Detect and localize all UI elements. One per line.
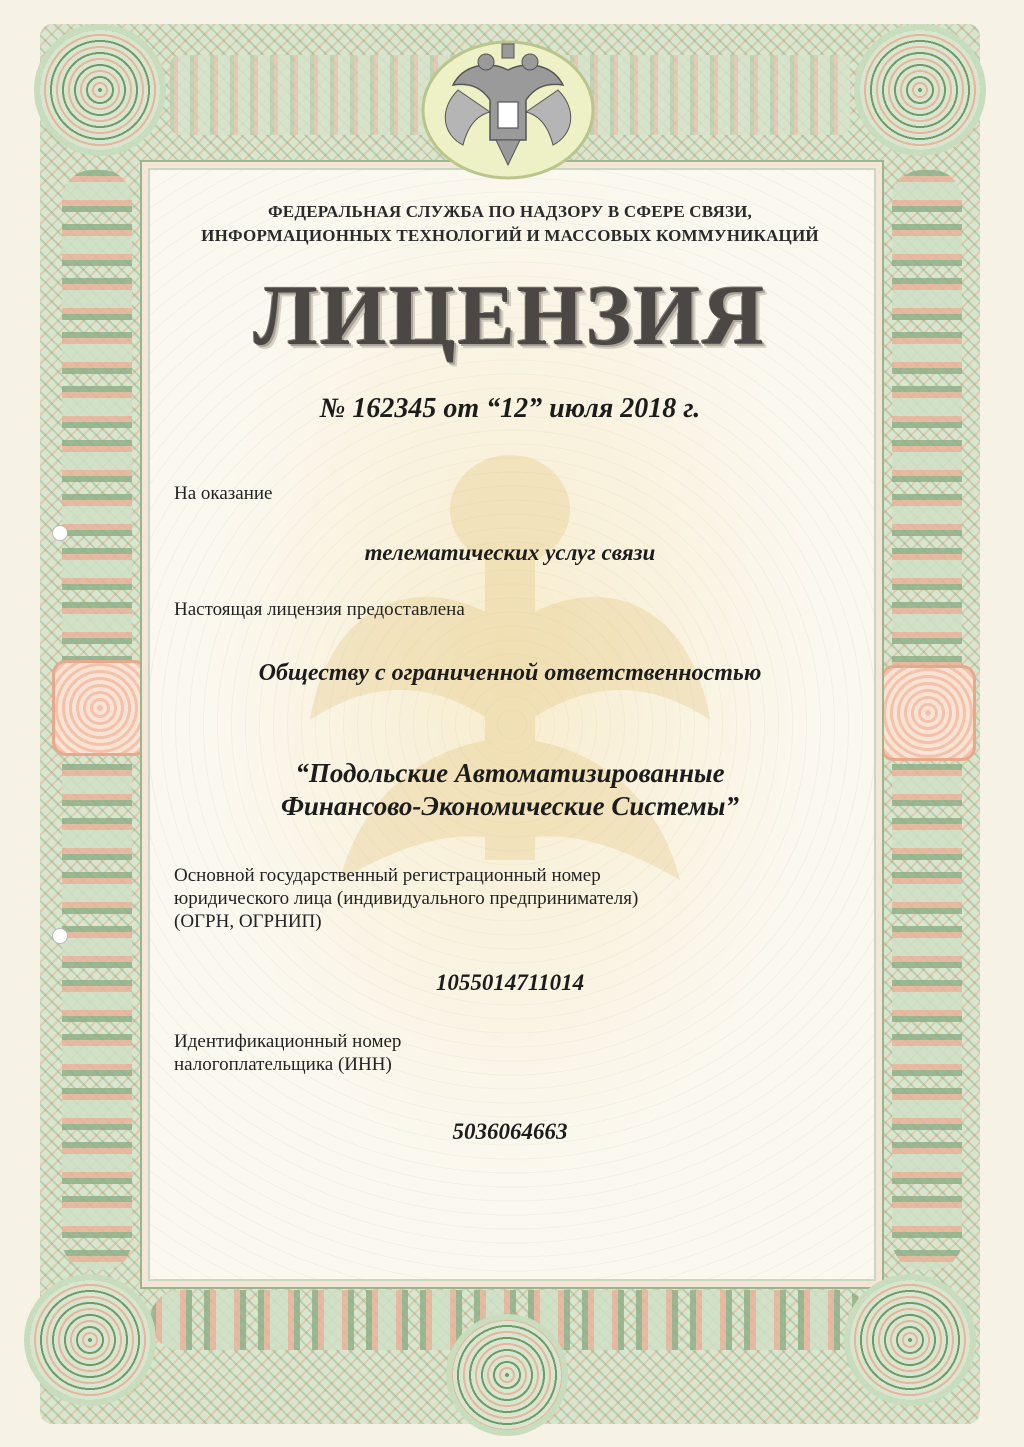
top-left-rosette — [40, 30, 160, 150]
ogrn-label-line: (ОГРН, ОГРНИП) — [174, 911, 322, 932]
bottom-center-rosette — [452, 1320, 562, 1430]
double-headed-eagle-emblem-icon — [418, 30, 598, 180]
punch-hole — [52, 928, 68, 944]
granted-label: Настоящая лицензия предоставлена — [174, 599, 465, 620]
ogrn-value: 1055014711014 — [435, 970, 585, 995]
ogrn-label — [174, 864, 814, 933]
service-label: На оказание — [174, 483, 273, 504]
license-number: № 162345 от “12” июля 2018 г. — [319, 393, 701, 424]
service-value: телематических услуг связи — [364, 540, 656, 565]
bottom-right-rosette — [850, 1280, 970, 1400]
organization-name-line: “Подольские Автоматизированные — [295, 758, 725, 788]
ogrn-label-line: юридического лица (индивидуального предпринимателя) — [174, 888, 639, 909]
right-medallion — [880, 665, 976, 761]
ogrn-label-line: Основной государственный регистрационный номер — [174, 865, 601, 886]
document-title: ЛИЦЕНЗИЯ — [253, 267, 767, 363]
inn-label — [174, 1030, 814, 1076]
inn-label-line: Идентификационный номер — [174, 1031, 402, 1052]
inn-value: 5036064663 — [452, 1119, 568, 1144]
bottom-left-rosette — [30, 1280, 150, 1400]
agency-line: ФЕДЕРАЛЬНАЯ СЛУЖБА ПО НАДЗОРУ В СФЕРЕ СВЯЗИ, — [267, 202, 752, 221]
organization-form: Обществу с ограниченной ответственностью — [258, 660, 762, 686]
inn-label-line: налогоплательщика (ИНН) — [174, 1054, 392, 1075]
left-medallion — [52, 660, 148, 756]
punch-hole — [52, 525, 68, 541]
agency-line: ИНФОРМАЦИОННЫХ ТЕХНОЛОГИЙ И МАССОВЫХ КОММУНИКАЦИЙ — [201, 226, 819, 245]
top-right-rosette — [860, 30, 980, 150]
organization-name-line: Финансово-Экономические Системы” — [280, 791, 740, 821]
organization-name — [150, 757, 870, 823]
agency-name — [150, 200, 870, 248]
